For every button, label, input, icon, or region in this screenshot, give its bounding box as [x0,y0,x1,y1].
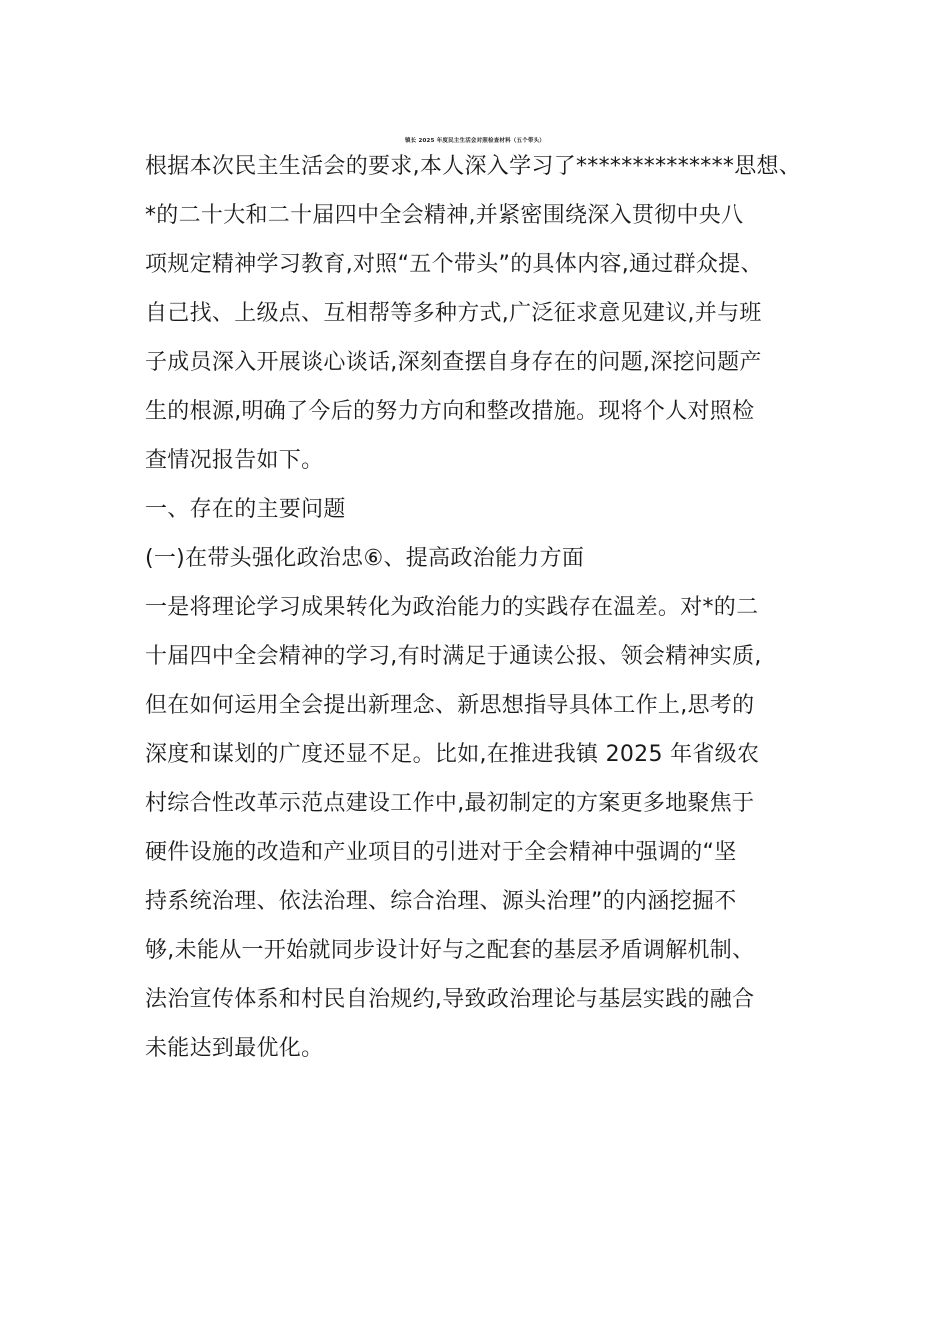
body-line-12: 但在如何运用全会提出新理念、新思想指导具体工作上,思考的 [145,693,755,718]
subsection-heading: (一)在带头强化政治忠⑥、提高政治能力方面 [145,546,585,571]
document-title: 镇长 2025 年度民主生活会对照检查材料（五个带头） [404,138,546,144]
body-line-14: 村综合性改革示范点建设工作中,最初制定的方案更多地聚焦于 [145,791,755,816]
body-line-16: 持系统治理、依法治理、综合治理、源头治理”的内涵挖掘不 [145,889,737,914]
body-line-15: 硬件设施的改造和产业项目的引进对于全会精神中强调的“坚 [145,840,737,865]
body-line-5: 子成员深入开展谈心谈话,深刻查摆自身存在的问题,深挖问题产 [145,350,762,375]
body-line-4: 自己找、上级点、互相帮等多种方式,广泛征求意见建议,并与班 [145,301,762,326]
body-line-13: 深度和谋划的广度还显不足。比如,在推进我镇 2025 年省级农 [145,742,760,767]
body-line-11: 十届四中全会精神的学习,有时满足于通读公报、领会精神实质, [145,644,762,669]
body-line-1: 根据本次民主生活会的要求,本人深入学习了**************思想、 [145,154,802,179]
body-line-2: *的二十大和二十届四中全会精神,并紧密围绕深入贯彻中央八 [145,203,744,228]
body-line-7: 查情况报告如下。 [145,448,324,473]
body-line-19: 未能达到最优化。 [145,1036,324,1061]
section-heading: 一、存在的主要问题 [145,497,346,522]
body-line-17: 够,未能从一开始就同步设计好与之配套的基层矛盾调解机制、 [145,938,755,963]
body-line-10: 一是将理论学习成果转化为政治能力的实践存在温差。对*的二 [145,595,759,620]
body-line-6: 生的根源,明确了今后的努力方向和整改措施。现将个人对照检 [145,399,755,424]
body-line-18: 法治宣传体系和村民自治规约,导致政治理论与基层实践的融合 [145,987,755,1012]
body-line-3: 项规定精神学习教育,对照“五个带头”的具体内容,通过群众提、 [145,252,763,277]
